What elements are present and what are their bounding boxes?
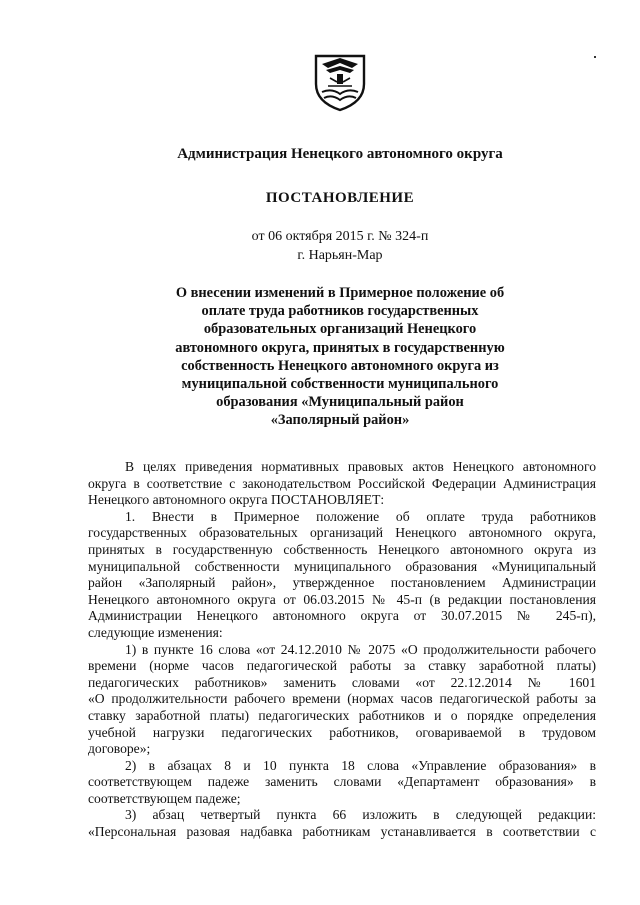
city: г. Нарьян-Мар [297, 248, 383, 263]
document-title [150, 284, 530, 430]
body-line: 1. Внести в Примерное положение об оплате труда работников [125, 508, 596, 524]
title-line: образовательных организаций Ненецкого [203, 321, 477, 338]
organization-name: Администрация Ненецкого автономного округа [177, 146, 503, 162]
body-line: район «Заполярный район», утвержденное постановлением Администрации [88, 575, 596, 591]
body-line: Ненецкого автономного округа от 06.03.2015 № 45-п (в редакции постановления [88, 591, 596, 607]
scan-dot [594, 56, 596, 58]
body-line: Администрации Ненецкого автономного округа от 30.07.2015 № 245-п), [88, 608, 596, 624]
body-line: принятых в государственную собственность Ненецкого автономного округа из [88, 541, 596, 557]
title-line: муниципальной собственности муниципального [181, 376, 499, 393]
title-line: автономного округа, принятых в государственную [175, 339, 505, 356]
body-line: следующие изменения: [88, 624, 223, 640]
title-line: «Заполярный район» [270, 412, 410, 429]
body-line: «О продолжительности рабочего времени (нормах часов педагогической работы за [88, 691, 596, 707]
body-line: В целях приведения нормативных правовых актов Ненецкого автономного [125, 459, 596, 474]
title-line: О внесении изменений в Примерное положение об [175, 285, 505, 301]
body-line: времени (норме часов педагогической работы за ставку заработной платы) [88, 658, 596, 674]
body-line: 3) абзац четвертый пункта 66 изложить в следующей редакции: [125, 807, 596, 823]
body-line: 2) в абзацах 8 и 10 пункта 18 слова «Управление образования» в [125, 757, 596, 773]
body-line: учебной нагрузки педагогических работников, оговариваемой в трудовом [88, 724, 596, 740]
title-line: собственность Ненецкого автономного округа из [181, 357, 499, 374]
body-line: Ненецкого автономного округа ПОСТАНОВЛЯЕТ: [88, 492, 385, 508]
document-type: ПОСТАНОВЛЕНИЕ [265, 190, 415, 206]
body-line: 1) в пункте 16 слова «от 24.12.2010 № 2075 «О продолжительности рабочего [125, 641, 596, 657]
body-line: соответствующем падеже; [88, 790, 241, 806]
title-line: оплате труда работников государственных [201, 303, 479, 320]
body-line: ставку заработной платы) педагогических работников и о порядке определения [88, 707, 596, 723]
date-number: от 06 октября 2015 г. № 324-п [251, 229, 429, 244]
body-line: округа в соответствие с законодательством Российской Федерации Администрация [88, 475, 596, 491]
body-line: государственных образовательных организаций Ненецкого автономного округа, [88, 525, 596, 541]
body-line: «Персональная разовая надбавка работникам устанавливается в соответствии с [88, 824, 596, 840]
coat-of-arms-icon [312, 52, 368, 112]
body-line: договоре»; [88, 741, 151, 757]
title-line: образования «Муниципальный район [216, 394, 464, 411]
body-line: педагогических работников» заменить словами «от 22.12.2014 № 1601 [88, 674, 596, 690]
body-line: муниципальной собственности муниципального образования «Муниципальный [88, 558, 596, 574]
document-body [88, 459, 596, 841]
body-line: соответствующем падеже заменить словами «Департамент образования» в [88, 774, 596, 790]
